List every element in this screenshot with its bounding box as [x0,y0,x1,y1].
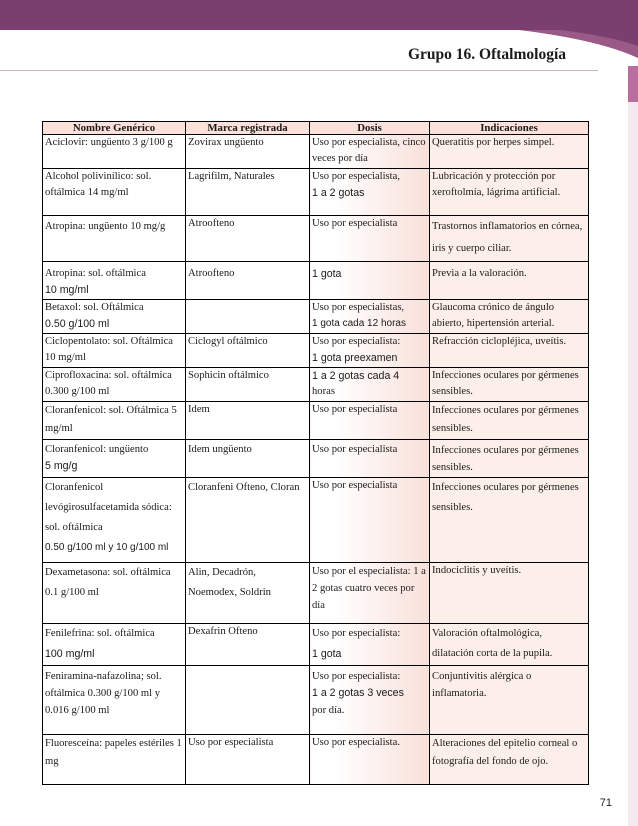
dose-cell [310,368,430,402]
brand-cell [186,440,310,478]
indication-cell: Indociclitis y uveítis. [430,563,589,624]
brand-text: Idem ungüento [188,444,252,455]
brand-cell: Dexafrin Ofteno [186,624,310,666]
dose-cell: Uso por el especialista: 1 a 2 gotas cuatro veces por día [310,563,430,624]
dose-amount: 1 gota [312,268,342,280]
generic-name-cell: Feniramina-nafazolina; sol. oftálmica 0.300 g/100 ml y 0.016 g/100 ml [43,666,186,735]
table-row [43,402,589,440]
column-header-brand: Marca registrada [186,122,310,135]
indication-cell: Conjuntivitis alérgica o inflamatoria. [430,666,589,735]
generic-name-cell: Atropina: ungüento 10 mg/g [43,216,186,262]
page-title: Grupo 16. Oftalmología [407,46,566,63]
dose-amount: 1 gota [312,648,342,660]
indication-cell: Alteraciones del epitelio corneal o fotografía del fondo de ojo. [430,735,589,785]
dose-cell: Uso por especialista. [310,735,430,785]
indication-cell: Queratitis por herpes simpel. [430,135,589,169]
table-row [43,368,589,402]
dose-cell: Uso por especialista [310,402,430,440]
dose-text: Uso por especialista [312,444,398,455]
dose-cell [310,624,430,666]
drug-table [42,121,589,785]
generic-text: Fenilefrina: sol. oftálmica [45,628,155,639]
dose-text: Uso por especialista: [312,336,401,347]
dose-text: horas [312,386,335,397]
generic-name-cell: Fluoresceína: papeles estériles 1 mg [43,735,186,785]
brand-cell: Ciclogyl oftálmico [186,334,310,368]
brand-cell: Cloranfeni Ofteno, Cloran [186,478,310,563]
table-row [43,666,589,735]
table-row [43,440,589,478]
brand-cell [186,262,310,300]
dose-cell [310,169,430,216]
indication-cell: Refracción ciclopléjica, uveítis. [430,334,589,368]
indication-text: Infecciones oculares por gérmenes sensibles. [432,445,579,473]
table-row [43,735,589,785]
table-row [43,300,589,334]
generic-name-cell: Ciclopentolato: sol. Oftálmica 10 mg/ml [43,334,186,368]
dose-amount: 1 gota preexamen [312,352,398,364]
table-header-row [43,122,589,135]
dose-text: Uso por especialistas, [312,302,405,313]
brand-cell: Uso por especialista [186,735,310,785]
generic-name-cell: Dexametasona: sol. oftálmica 0.1 g/100 ml [43,563,186,624]
generic-text: Cloranfenicol: ungüento [45,444,149,455]
dose-amount: 1 a 2 gotas cada 4 [312,370,400,382]
indication-cell [430,262,589,300]
indication-cell: Trastornos inflamatorios en córnea, iris y cuerpo ciliar. [430,216,589,262]
generic-text: Atropina: sol. oftálmica [45,268,146,279]
title-divider [0,70,598,71]
dose-cell: Uso por especialista, cinco veces por día [310,135,430,169]
side-bar-accent [628,66,638,102]
side-bar [628,66,638,826]
dose-cell: Uso por especialista [310,216,430,262]
generic-name-cell [43,300,186,334]
dose-text: Uso por especialista: [312,628,401,639]
indication-cell: Lubricación y protección por xeroftolmía, lágrima artificial. [430,169,589,216]
generic-name-cell [43,440,186,478]
table-row [43,216,589,262]
header-wedge [0,0,638,90]
generic-name-cell: Ciprofloxacina: sol. oftálmica 0.300 g/100 ml [43,368,186,402]
dose-cell [310,262,430,300]
dose-text: Uso por especialista: [312,671,401,682]
page-number: 71 [599,797,612,809]
table-row [43,563,589,624]
brand-cell: Sophicin oftálmico [186,368,310,402]
indication-text: Previa a la valoración. [432,268,527,279]
dose-cell [310,334,430,368]
indication-cell: Infecciones oculares por gérmenes sensibles. [430,478,589,563]
indication-cell: Infecciones oculares por gérmenes sensibles. [430,402,589,440]
column-header-indications: Indicaciones [430,122,589,135]
brand-cell: Zovirax ungüento [186,135,310,169]
generic-name-cell [43,624,186,666]
generic-name-cell: Cloranfenicol: sol. Oftálmica 5 mg/ml [43,402,186,440]
generic-name-cell: Alcohol polivinílico: sol. oftálmica 14 mg/ml [43,169,186,216]
indication-cell: Glaucoma crónico de ángulo abierto, hipertensión arterial. [430,300,589,334]
dose-cell [310,440,430,478]
column-header-generic: Nombre Genérico [43,122,186,135]
generic-name-cell [43,478,186,563]
table-row [43,262,589,300]
generic-name-cell [43,262,186,300]
generic-concentration: 10 mg/ml [45,284,89,296]
generic-concentration: 100 mg/ml [45,648,95,660]
brand-cell [186,666,310,735]
dose-cell [310,300,430,334]
dose-amount: 1 a 2 gotas [312,187,365,199]
dose-amount: 1 gota cada 12 horas [312,318,406,329]
table-row [43,135,589,169]
table-row [43,334,589,368]
brand-cell [186,300,310,334]
indication-cell [430,440,589,478]
generic-text: Betaxol: sol. Oftálmica [45,302,144,313]
dose-text: Uso por especialista, [312,171,400,182]
brand-cell: Lagrifilm, Naturales [186,169,310,216]
brand-cell: Idem [186,402,310,440]
brand-text: Atroofteno [188,268,235,279]
generic-concentration: 0.50 g/100 ml [45,318,110,330]
table-row [43,624,589,666]
brand-cell: Atroofteno [186,216,310,262]
table-row [43,478,589,563]
column-header-dose: Dosis [310,122,430,135]
generic-text: Cloranfenicol levógirosulfacetamida sódica: sol. oftálmica [45,482,172,533]
dose-amount: 1 a 2 gotas 3 veces [312,687,404,699]
generic-concentration: 0.50 g/100 ml y 10 g/100 ml [45,542,169,553]
dose-cell: Uso por especialista [310,478,430,563]
generic-name-cell: Aciclovir: ungüento 3 g/100 g [43,135,186,169]
table-row [43,169,589,216]
brand-cell: Alin, Decadrón, Noemodex, Soldrin [186,563,310,624]
dose-frequency: por día. [312,705,345,716]
indication-cell: Valoración oftalmológica, dilatación corta de la pupila. [430,624,589,666]
indication-cell: Infecciones oculares por gérmenes sensibles. [430,368,589,402]
dose-cell [310,666,430,735]
generic-concentration: 5 mg/g [45,460,78,472]
